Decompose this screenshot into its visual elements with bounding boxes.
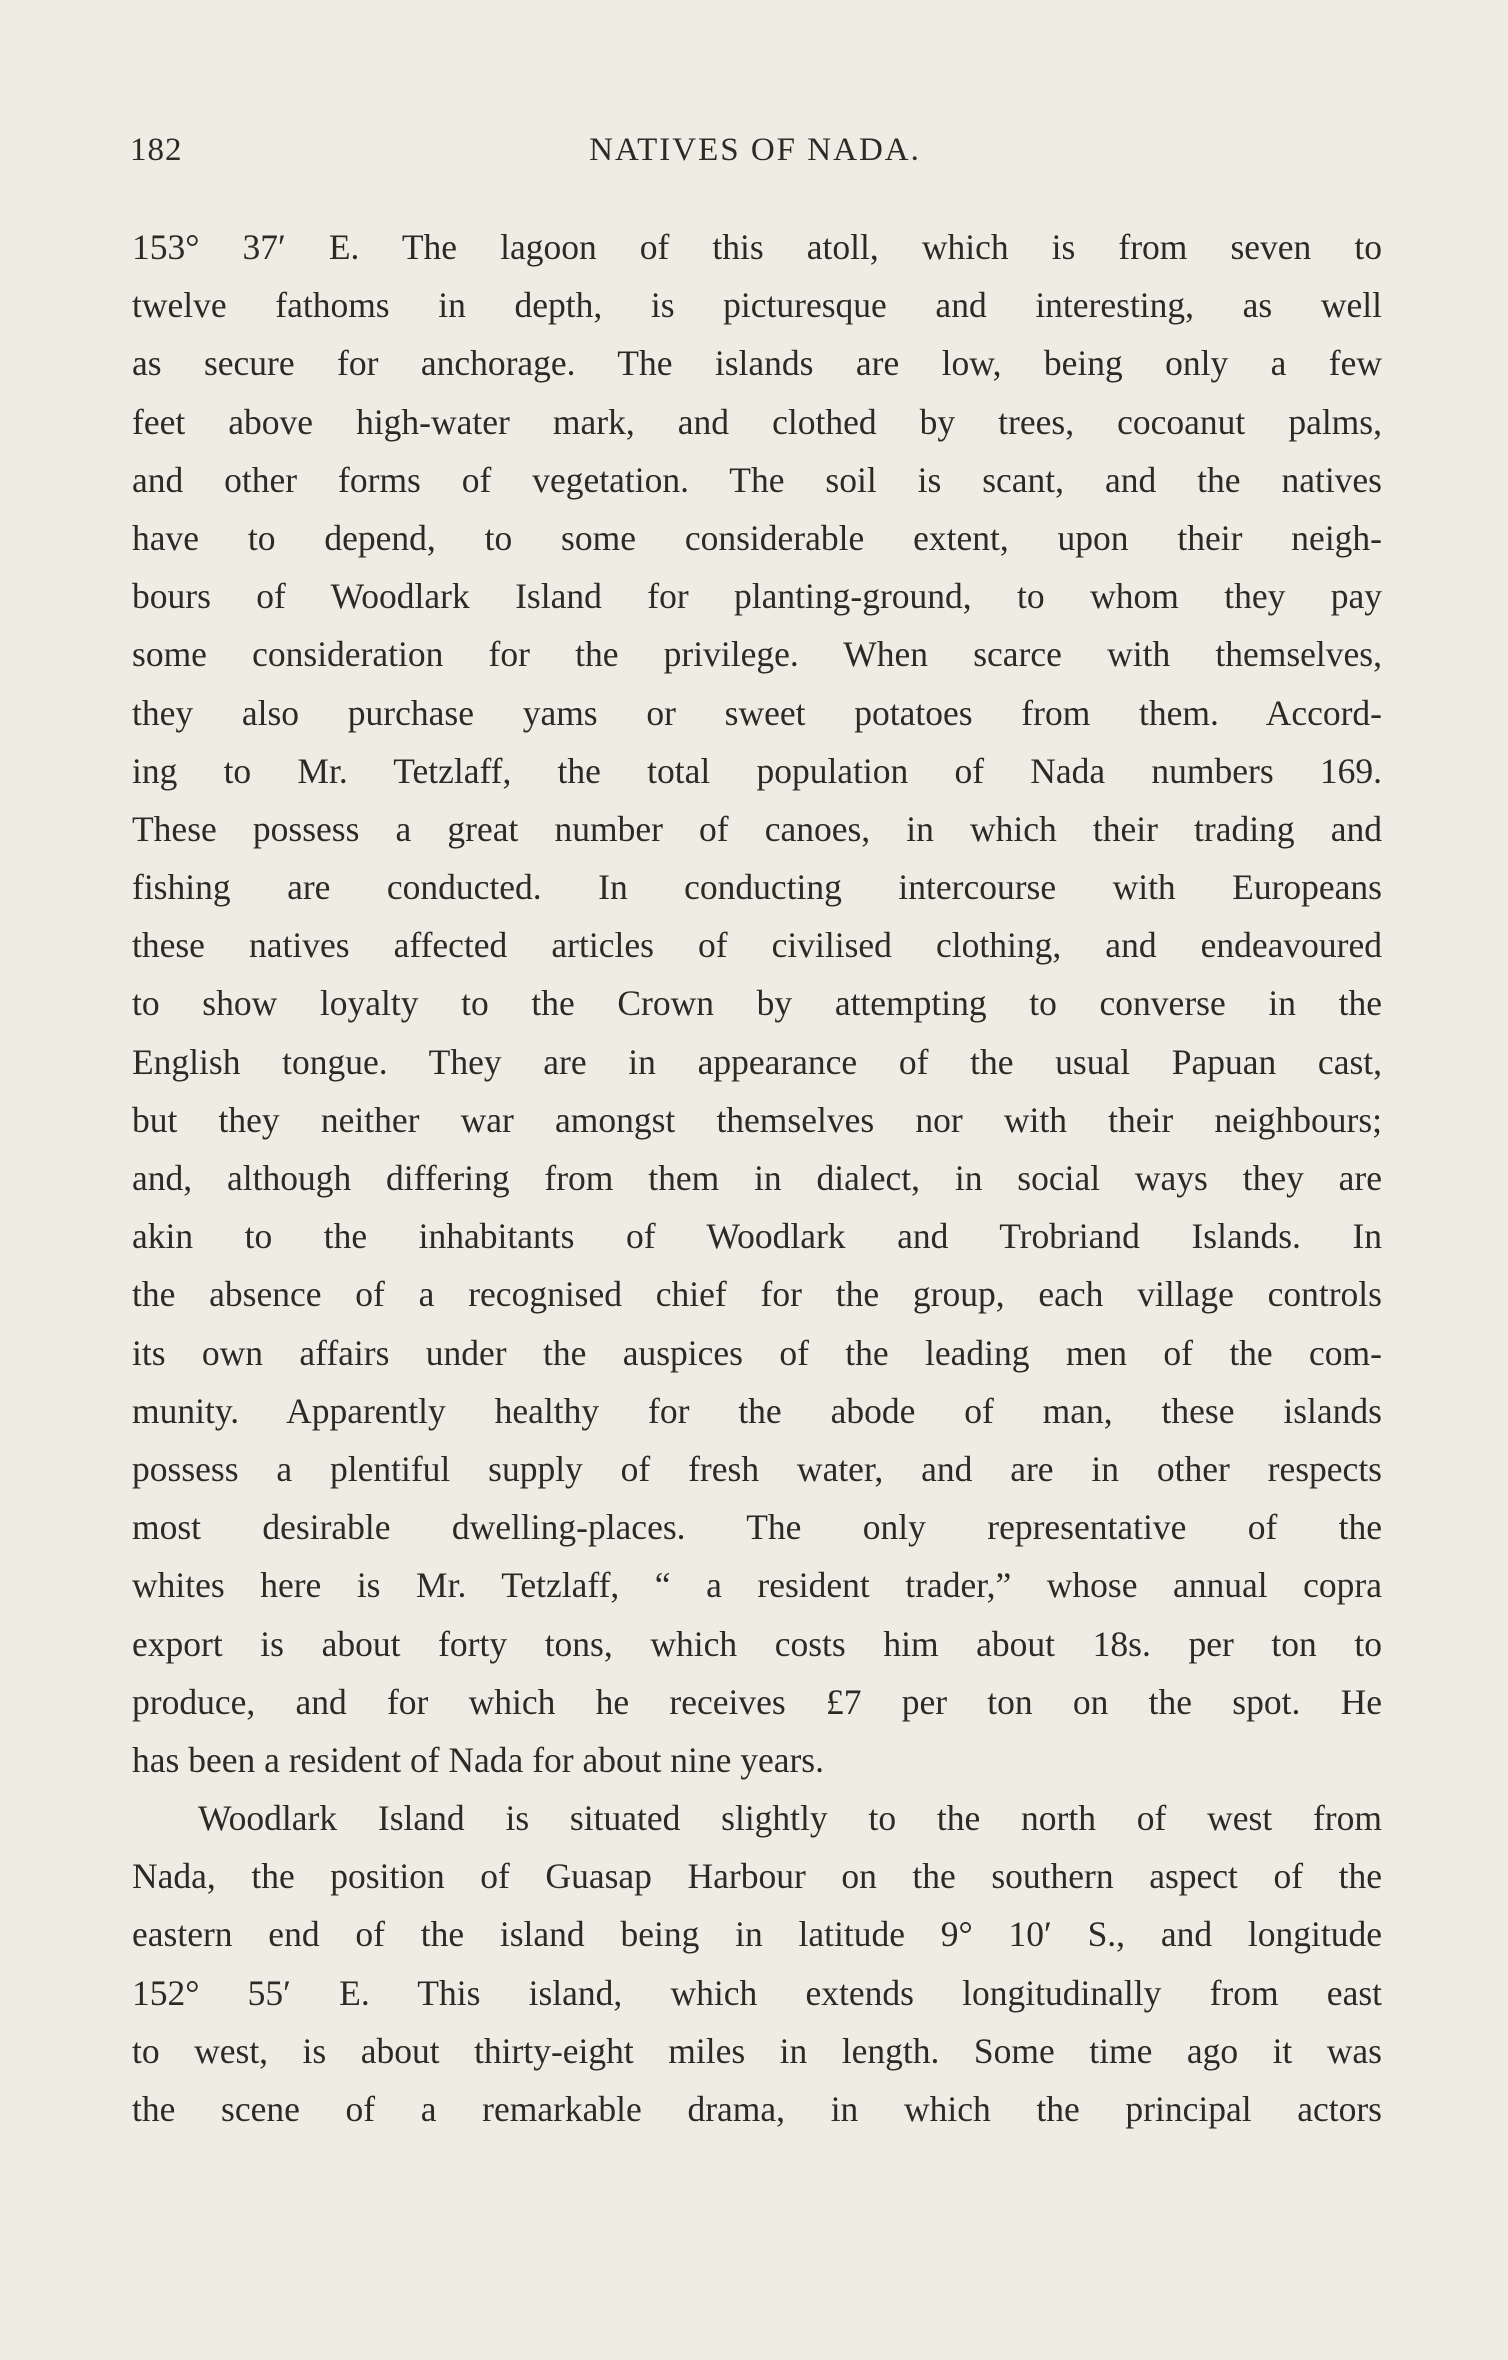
text-line: feet above high-water mark, and clothed by trees, cocoanut palms,	[132, 401, 1382, 442]
text-line: These possess a great number of canoes, in which their trading and	[132, 808, 1382, 849]
text-line: have to depend, to some considerable extent, upon their neigh-	[132, 517, 1382, 558]
text-line: munity. Apparently healthy for the abode of man, these islands	[132, 1390, 1382, 1431]
text-line: and other forms of vegetation. The soil is scant, and the natives	[132, 459, 1382, 500]
paragraph-start-line: Woodlark Island is situated slightly to the north of west from	[198, 1798, 1382, 1839]
page-header	[130, 132, 1380, 182]
text-line: some consideration for the privilege. When scarce with themselves,	[132, 634, 1382, 675]
text-line: produce, and for which he receives £7 per ton on the spot. He	[132, 1681, 1382, 1722]
text-line: but they neither war amongst themselves nor with their neighbours;	[132, 1099, 1382, 1140]
text-line: to show loyalty to the Crown by attempting to converse in the	[132, 983, 1382, 1024]
text-line: 153° 37′ E. The lagoon of this atoll, which is from seven to	[132, 227, 1382, 267]
text-line: ing to Mr. Tetzlaff, the total population of Nada numbers 169.	[132, 750, 1382, 791]
text-line: bours of Woodlark Island for planting-ground, to whom they pay	[132, 576, 1382, 617]
text-line: the scene of a remarkable drama, in which the principal actors	[132, 2089, 1382, 2129]
text-line: akin to the inhabitants of Woodlark and Trobriand Islands. In	[132, 1216, 1382, 1257]
text-line: Nada, the position of Guasap Harbour on the southern aspect of the	[132, 1856, 1382, 1897]
text-line: these natives affected articles of civilised clothing, and endeavoured	[132, 925, 1382, 966]
text-line: the absence of a recognised chief for the group, each village controls	[132, 1274, 1382, 1315]
text-line: English tongue. They are in appearance of the usual Papuan cast,	[132, 1041, 1382, 1082]
text-line: eastern end of the island being in latitude 9° 10′ S., and longitude	[132, 1914, 1382, 1955]
text-line: twelve fathoms in depth, is picturesque and interesting, as well	[132, 285, 1382, 326]
page-number: 182	[130, 132, 183, 168]
text-line: fishing are conducted. In conducting intercourse with Europeans	[132, 867, 1382, 908]
text-line: possess a plentiful supply of fresh water, and are in other respects	[132, 1448, 1382, 1489]
text-line: to west, is about thirty-eight miles in length. Some time ago it was	[132, 2030, 1382, 2071]
running-head: NATIVES OF NADA.	[589, 132, 921, 168]
text-line: export is about forty tons, which costs him about 18s. per ton to	[132, 1623, 1382, 1664]
text-line: they also purchase yams or sweet potatoes from them. Accord-	[132, 692, 1382, 733]
text-line: 152° 55′ E. This island, which extends longitudinally from east	[132, 1972, 1382, 2013]
paragraph-end-line: has been a resident of Nada for about nine years.	[132, 1739, 824, 1780]
text-line: as secure for anchorage. The islands are low, being only a few	[132, 343, 1382, 384]
text-line: and, although differing from them in dialect, in social ways they are	[132, 1158, 1382, 1198]
body-text	[132, 218, 1382, 2138]
text-line: its own affairs under the auspices of the leading men of the com-	[132, 1332, 1382, 1373]
text-line: most desirable dwelling-places. The only representative of the	[132, 1507, 1382, 1548]
text-line: whites here is Mr. Tetzlaff, “ a resident trader,” whose annual copra	[132, 1565, 1382, 1606]
